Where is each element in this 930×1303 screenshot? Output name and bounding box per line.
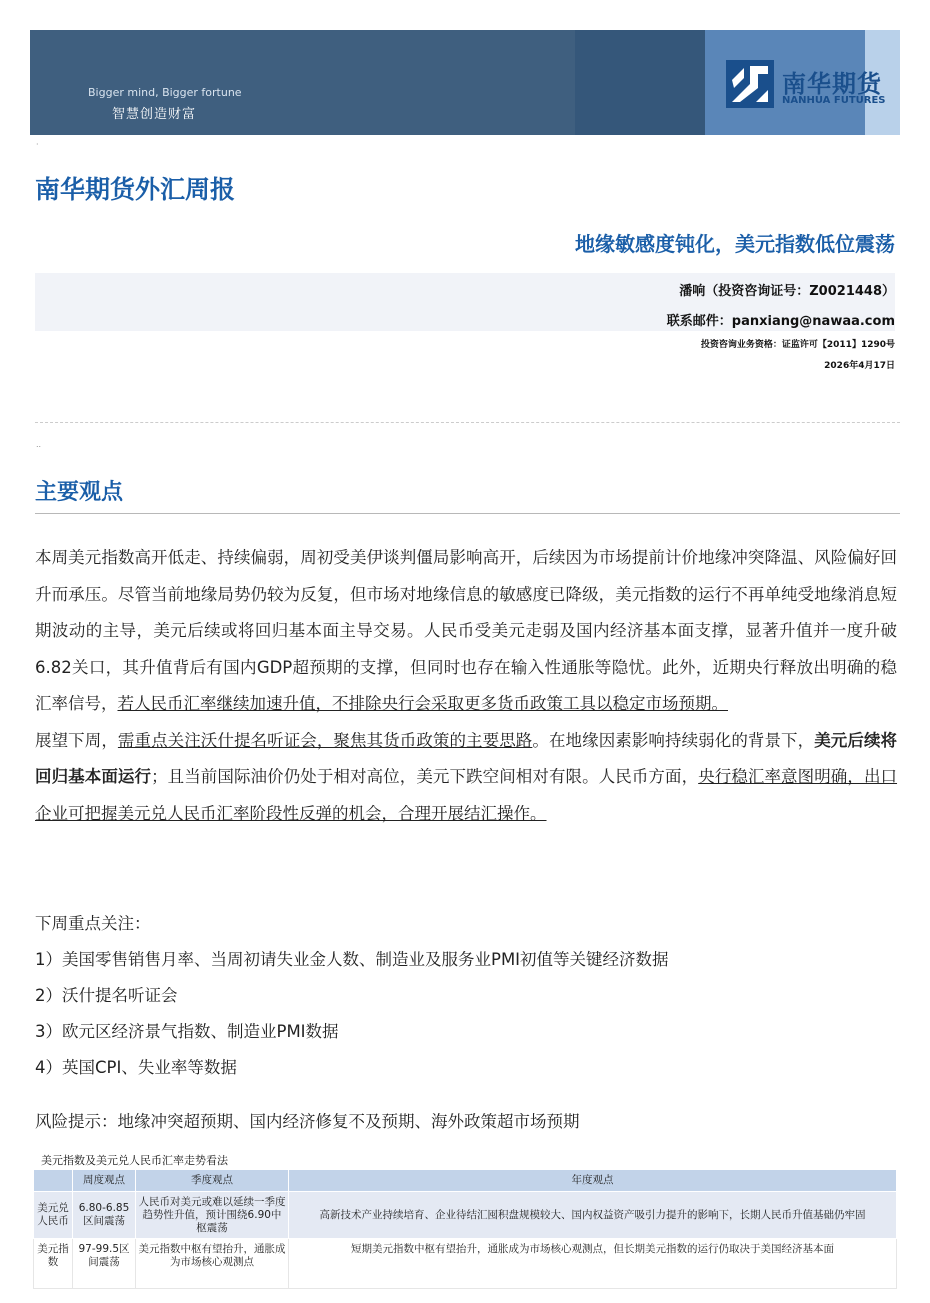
email-line: 联系邮件：panxiang@nawaa.com (666, 314, 895, 329)
list-item: 4）英国CPI、失业率等数据 (35, 1058, 237, 1077)
table-row (34, 1239, 897, 1289)
paragraph-2 (35, 723, 897, 833)
table-cell: 6.80-6.85区间震荡 (73, 1192, 136, 1239)
logo-text-cn: 南华期货 (782, 70, 882, 98)
p2-text-c: ；且当前国际油价仍处于相对高位，美元下跌空间相对有限。人民币方面， (151, 767, 699, 786)
list-item: 3）欧元区经济景气指数、制造业PMI数据 (35, 1022, 339, 1041)
logo-text-en: NANHUA FUTURES (782, 95, 886, 106)
table-cell: 人民币对美元或难以延续一季度趋势性升值，预计围绕6.90中枢震荡 (136, 1192, 289, 1239)
dot-mark-2: .. (36, 440, 42, 449)
next-week-focus (35, 906, 669, 1086)
risk-warning: 风险提示：地缘冲突超预期、国内经济修复不及预期、海外政策超市场预期 (35, 1112, 580, 1131)
focus-heading: 下周重点关注： (35, 914, 151, 933)
list-item: 2）沃什提名听证会 (35, 986, 178, 1005)
table-caption: 美元指数及美元兑人民币汇率走势看法 (41, 1154, 228, 1167)
main-points-body (35, 540, 897, 832)
p1-underline: 若人民币汇率继续加速升值，不排除央行会采取更多货币政策工具以稳定市场预期。 (117, 694, 728, 713)
report-subtitle: 地缘敏感度钝化，美元指数低位震荡 (575, 232, 895, 256)
nanhua-logo-icon (726, 60, 774, 108)
report-date: 2026年4月17日 (824, 361, 895, 371)
table-header: 年度观点 (289, 1170, 897, 1192)
table-cell: 美元指数中枢有望抬升，通胀成为市场核心观测点 (136, 1239, 289, 1289)
p1-text: 本周美元指数高开低走、持续偏弱，周初受美伊谈判僵局影响高开，后续因为市场提前计价地缘冲突降温、风险偏好回升而承压。尽管当前地缘局势仍较为反复，但市场对地缘信息的敏感度已降级，美元指数的运行不再单纯受地缘消息短期波动的主导，美元后续或将回归基本面主导交易。人民币受美元走弱及国内经济基本面支撑，显著升值并一度升破6.82关口，其升值背后有国内GDP超预期的支撑，但同时也存在输入性通胀等隐忧。此外，近期央行释放出明确的稳汇率信号， (35, 548, 897, 713)
analyst-line: 潘响（投资咨询证号：Z0021448） (679, 284, 895, 299)
table-header (34, 1170, 73, 1192)
section-divider (35, 513, 900, 514)
dashed-divider (35, 422, 900, 423)
outlook-table (33, 1169, 897, 1289)
header-banner (30, 30, 900, 135)
table-cell: 短期美元指数中枢有望抬升，通胀成为市场核心观测点，但长期美元指数的运行仍取决于美国经济基本面 (289, 1239, 897, 1289)
table-header: 周度观点 (73, 1170, 136, 1192)
table-header-row (34, 1170, 897, 1192)
banner-panel (575, 30, 705, 135)
p2-underline: 需重点关注沃什提名听证会，聚焦其货币政策的主要思路 (117, 730, 533, 750)
p2-text-a: 展望下周， (35, 730, 118, 750)
dot-mark: · (36, 140, 39, 149)
license-line: 投资咨询业务资格：证监许可【2011】1290号 (700, 340, 895, 350)
p2-text-b: 。在地缘因素影响持续弱化的背景下， (532, 730, 815, 750)
tagline-cn: 智慧创造财富 (112, 107, 197, 122)
table-row (34, 1192, 897, 1239)
table-header: 季度观点 (136, 1170, 289, 1192)
tagline-en: Bigger mind, Bigger fortune (88, 86, 242, 99)
table-cell: 美元指数 (34, 1239, 73, 1289)
list-item: 1）美国零售销售月率、当周初请失业金人数、制造业及服务业PMI初值等关键经济数据 (35, 950, 669, 969)
paragraph-1 (35, 540, 897, 723)
table-cell: 高新技术产业持续培育、企业待结汇囤积盘规模较大、国内权益资产吸引力提升的影响下，长期人民币升值基础仍牢固 (289, 1192, 897, 1239)
p2-underline-2: 央行稳汇率意图明确，出口企业可把握美元兑人民币汇率阶段性反弹的机会，合理开展结汇操作。 (35, 767, 898, 823)
p2-bold: 美元后续将回归基本面运行 (35, 730, 898, 786)
table-cell: 97-99.5区间震荡 (73, 1239, 136, 1289)
report-title: 南华期货外汇周报 (35, 175, 236, 204)
section-title: 主要观点 (35, 480, 124, 505)
table-cell: 美元兑人民币 (34, 1192, 73, 1239)
